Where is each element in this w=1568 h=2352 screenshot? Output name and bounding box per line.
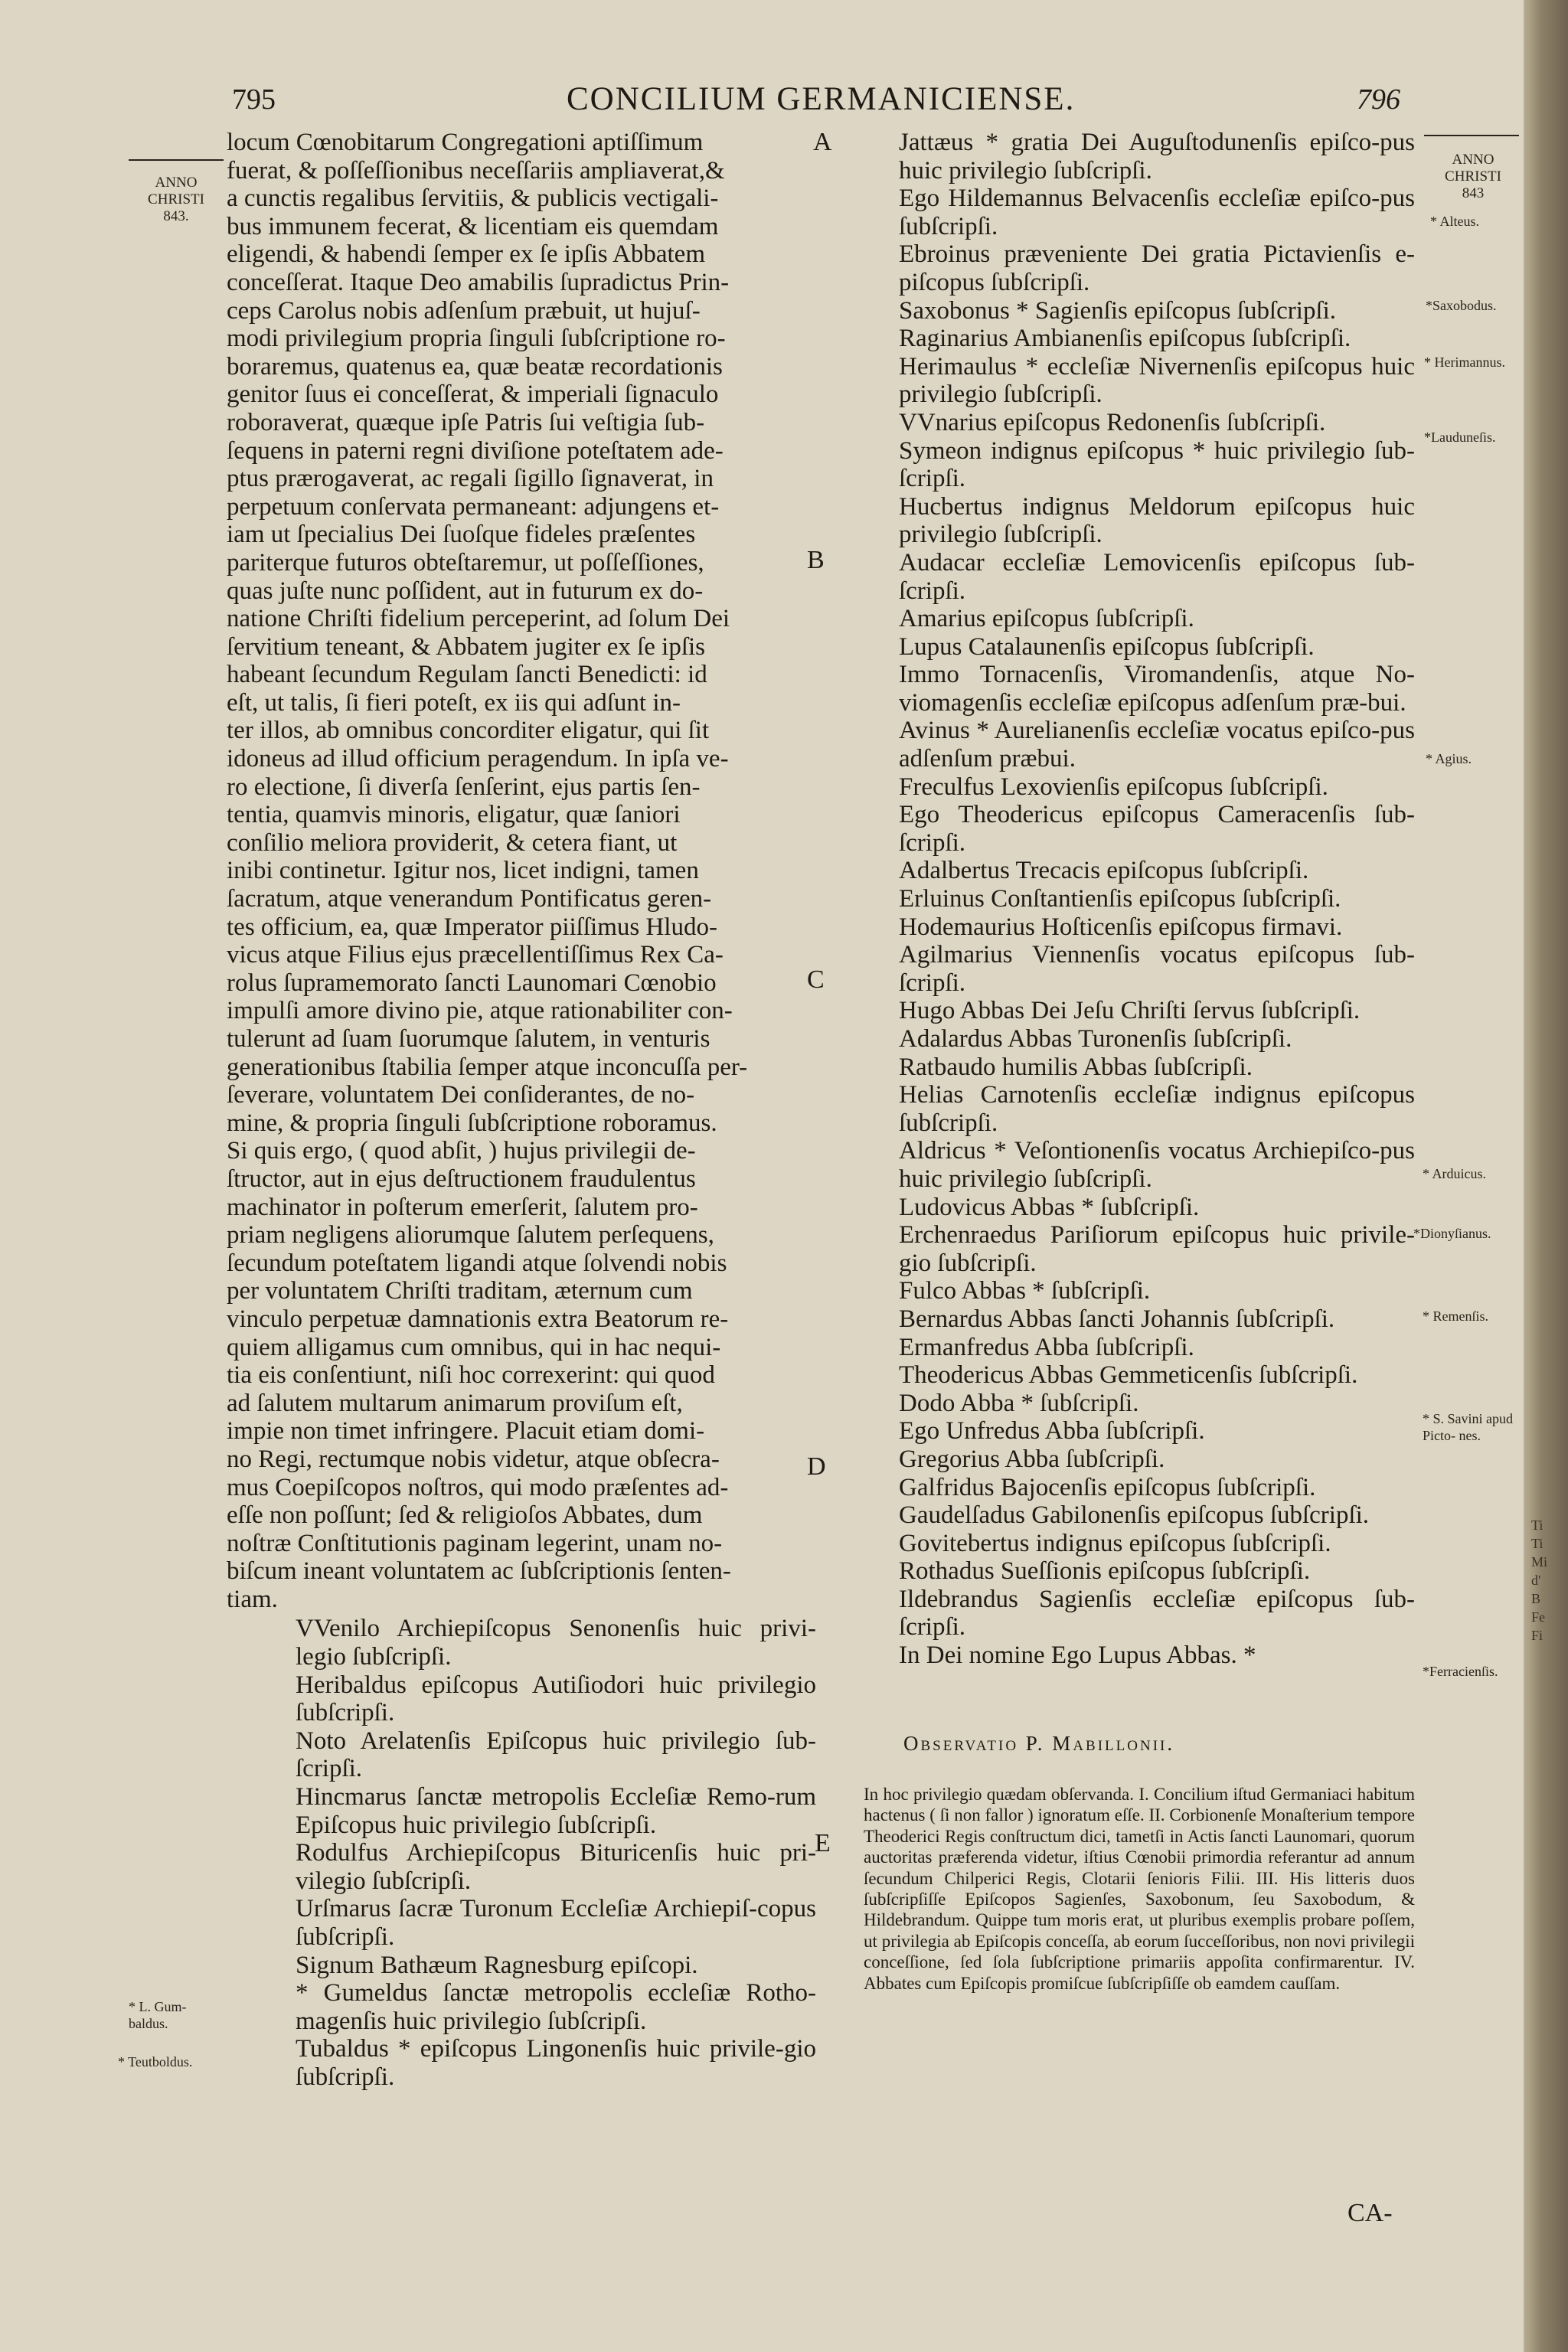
signature-entry: Adalardus Abbas Turonenſis ſubſcripſi. — [899, 1025, 1292, 1053]
signature-entry: Symeon indignus epiſcopus * huic privilegio ſub-ſcripſi. — [899, 436, 1415, 493]
section-mark-d: D — [807, 1452, 826, 1481]
anno-christi-left: ANNO CHRISTI 843. — [148, 175, 204, 224]
text-line: ſecundum poteſtatem ligandi atque ſolvendi nobis — [227, 1249, 727, 1277]
text-line: eſſe non poſſunt; ſed & religioſos Abbates, dum — [227, 1501, 703, 1530]
text-line: pariterque futuros obteſtaremur, ut poſſeſſiones, — [227, 548, 704, 577]
section-mark-a: A — [813, 128, 832, 156]
section-mark-e: E — [815, 1829, 831, 1857]
signature-entry: Erchenraedus Pariſiorum epiſcopus huic privile-gio ſubſcripſi. — [899, 1221, 1415, 1277]
text-line: iam ut ſpecialius Dei ſuoſque fideles præſentes — [227, 521, 696, 549]
signature-entry: Freculfus Lexovienſis epiſcopus ſubſcripſi. — [899, 773, 1328, 801]
margin-note-right: * S. Savini apud Picto- nes. — [1423, 1411, 1514, 1443]
signature-entry: Ebroinus præveniente Dei gratia Pictavienſis e-piſcopus ſubſcripſi. — [899, 240, 1415, 296]
left-column — [227, 129, 816, 2092]
signature-entry: Dodo Abba * ſubſcripſi. — [899, 1389, 1139, 1417]
signature-entry: Agilmarius Viennenſis vocatus epiſcopus ſub-ſcripſi. — [899, 941, 1415, 997]
text-line: vicus atque Filius ejus præcellentiſſimus Rex Ca- — [227, 941, 724, 969]
signature-entry: Rothadus Sueſſionis epiſcopus ſubſcripſi. — [899, 1557, 1311, 1586]
signature-entry: Audacar eccleſiæ Lemovicenſis epiſcopus ſub-ſcripſi. — [899, 548, 1415, 605]
text-line: natione Chriſti fidelium perceperint, ad ſolum Dei — [227, 605, 730, 633]
text-line: conſilio meliora providerit, & cetera fiant, ut — [227, 828, 678, 857]
margin-note-right: * Remenſis. — [1423, 1308, 1488, 1324]
text-line: Si quis ergo, ( quod abſit, ) hujus privilegii de- — [227, 1137, 696, 1165]
signature-entry: Signum Bathæum Ragnesburg epiſcopi. — [296, 1951, 698, 1979]
text-line: impie non timet infringere. Placuit etiam domi- — [227, 1417, 705, 1446]
margin-note-right: *Ferracienſis. — [1423, 1664, 1498, 1679]
signature-entry: Ego Theodericus epiſcopus Cameracenſis ſub-ſcripſi. — [899, 801, 1415, 857]
text-line: quas juſte nunc poſſident, aut in futurum ex do- — [227, 577, 704, 605]
text-line: mine, & propria ſinguli ſubſcriptione roboramus. — [227, 1109, 717, 1137]
signature-entry: VVnarius epiſcopus Redonenſis ſubſcripſi. — [899, 408, 1326, 436]
signature-entry: Ego Unfredus Abba ſubſcripſi. — [899, 1417, 1205, 1446]
text-line: ceps Carolus nobis adſenſum præbuit, ut hujuſ- — [227, 296, 701, 325]
text-line: idoneus ad illud officium peragendum. In ipſa ve- — [227, 745, 729, 773]
page-number-left: 795 — [232, 83, 276, 116]
text-line: genitor ſuus ei conceſſerat, & imperiali ſignaculo — [227, 381, 719, 409]
signature-entry: Ratbaudo humilis Abbas ſubſcripſi. — [899, 1053, 1253, 1081]
signature-entry: Gaudelſadus Gabilonenſis epiſcopus ſubſcripſi. — [899, 1501, 1370, 1530]
signature-entry: Ermanfredus Abba ſubſcripſi. — [899, 1333, 1194, 1361]
text-line: ſequens in paterni regni diviſione poteſtatem ade- — [227, 436, 724, 465]
signature-entry: Lupus Catalaunenſis epiſcopus ſubſcripſi. — [899, 632, 1315, 661]
signature-entry: Hugo Abbas Dei Jeſu Chriſti ſervus ſubſcripſi. — [899, 997, 1361, 1025]
text-line: tia eis conſentiunt, niſi hoc correxerint: qui quod — [227, 1361, 715, 1390]
text-line: fuerat, & poſſeſſionibus neceſſariis ampliaverat,& — [227, 156, 725, 185]
text-line: ſervitium teneant, & Abbatem jugiter ex ſe ipſis — [227, 632, 706, 661]
right-column — [864, 129, 1415, 1670]
text-line: ro electione, ſi diverſa ſenſerint, ejus partis ſen- — [227, 773, 701, 801]
signature-entry: Avinus * Aurelianenſis eccleſiæ vocatus epiſco-pus adſenſum præbui. — [899, 717, 1415, 773]
margin-note-left: * Teutboldus. — [118, 2054, 193, 2069]
text-line: vinculo perpetuæ damnationis extra Beatorum re- — [227, 1305, 729, 1333]
book-spine — [1524, 0, 1568, 2352]
signature-entry: Saxobonus * Sagienſis epiſcopus ſubſcripſi. — [899, 296, 1337, 325]
text-line: mus Coepiſcopos noſtros, qui modo præſentes ad- — [227, 1473, 729, 1501]
text-line: tes officium, ea, quæ Imperator piiſſimus Hludo- — [227, 913, 717, 941]
signature-entry: Adalbertus Trecacis epiſcopus ſubſcripſi. — [899, 857, 1309, 885]
signature-entry: Erluinus Conſtantienſis epiſcopus ſubſcripſi. — [899, 885, 1341, 913]
signature-entry: Rodulfus Archiepiſcopus Bituricenſis huic pri-vilegio ſubſcripſi. — [296, 1839, 816, 1895]
text-line: ad ſalutem multarum animarum proviſum eſt, — [227, 1389, 683, 1417]
signature-entry: Hodemaurius Hoſticenſis epiſcopus firmavi. — [899, 913, 1343, 941]
margin-note-left: * L. Gum- baldus. — [129, 1999, 187, 2031]
signature-entry: Galfridus Bajocenſis epiſcopus ſubſcripſi. — [899, 1473, 1316, 1501]
signature-entry: Ildebrandus Sagienſis eccleſiæ epiſcopus ſub-ſcripſi. — [899, 1585, 1415, 1642]
signature-entry: Amarius epiſcopus ſubſcripſi. — [899, 605, 1194, 633]
signature-entry: Theodericus Abbas Gemmeticenſis ſubſcripſi. — [899, 1361, 1358, 1390]
text-line: perpetuum conſervata permaneant: adjungens et- — [227, 492, 720, 521]
signature-entry: Gregorius Abba ſubſcripſi. — [899, 1445, 1165, 1473]
margin-note-right: *Lauduneſis. — [1424, 430, 1496, 445]
text-line: boraremus, quatenus ea, quæ beatæ recordationis — [227, 352, 723, 381]
signature-entry: Herimaulus * eccleſiæ Nivernenſis epiſcopus huic privilegio ſubſcripſi. — [899, 352, 1415, 409]
text-line: generationibus ſtabilia ſemper atque inconcuſſa per- — [227, 1053, 748, 1081]
text-line: roboraverat, quæque ipſe Patris ſui veſtigia ſub- — [227, 408, 705, 436]
text-line: tiam. — [227, 1585, 278, 1613]
section-mark-b: B — [807, 546, 825, 574]
text-line: eſt, ut talis, ſi fieri poteſt, ex iis qui adſunt in- — [227, 688, 681, 717]
signature-entry: Tubaldus * epiſcopus Lingonenſis huic privile-gio ſubſcripſi. — [296, 2035, 816, 2091]
page-number-right: 796 — [1357, 83, 1400, 116]
text-line: impulſi amore divino pie, atque rationabiliter con- — [227, 997, 733, 1025]
text-line: priam negligens aliorumque ſalutem perſequens, — [227, 1221, 714, 1250]
section-mark-c: C — [807, 965, 825, 994]
text-line: tulerunt ad ſuam ſuorumque ſalutem, in venturis — [227, 1025, 710, 1053]
signature-entry: In Dei nomine Ego Lupus Abbas. * — [899, 1642, 1256, 1670]
signature-entry: * Gumeldus ſanctæ metropolis eccleſiæ Rotho-magenſis huic privilegio ſubſcripſi. — [296, 1979, 816, 2035]
text-line: no Regi, rectumque nobis videtur, atque obſecra- — [227, 1445, 720, 1473]
signature-entry: Fulco Abbas * ſubſcripſi. — [899, 1277, 1151, 1305]
left-signature-list — [227, 1615, 816, 2091]
signature-entry: Urſmarus ſacræ Turonum Eccleſiæ Archiepiſ-copus ſubſcripſi. — [296, 1895, 816, 1951]
text-line: ſtructor, aut in ejus deſtructionem fraudulentus — [227, 1165, 696, 1193]
signature-entry: Bernardus Abbas ſancti Johannis ſubſcripſi. — [899, 1305, 1335, 1333]
signature-entry: Jattæus * gratia Dei Auguſtodunenſis epiſco-pus huic privilegio ſubſcripſi. — [899, 129, 1415, 185]
margin-rule-left — [129, 159, 224, 161]
signature-entry: Ludovicus Abbas * ſubſcripſi. — [899, 1193, 1200, 1221]
observatio-text: In hoc privilegio quædam obſervanda. I. Concilium iſtud Germaniaci habitum hactenus ( ſi non fallor ) ignoratum eſſe. II. Corbionenſe Monaſterium tempore Theoderici Regis conſtructum dici, tametſi in Actis ſancti Launomari, quorum auctoritas præferenda videtur, iſtius Cœnobii primordia referantur ad annum ſecundum Chilperici Regis, Clotarii ſenioris Filii. III. His litteris duos ſubſcripſiſſe Epiſcopos Sagienſes, Saxobonum, ſeu Saxobodum, & Hildebrandum. Quippe tum moris erat, ut pluribus exemplis probare poſſem, ut privilegia ab Epiſcopis conceſſa, ab eorum ſucceſſoribus, non novi privilegii conceſſione, ſed ſola ſubſcriptione primariis appoſita confirmarentur. IV. Abbates cum Epiſcopis promiſcue ſubſcripſiſſe ob eamdem cauſſam. — [864, 1785, 1415, 1993]
signature-entry: Raginarius Ambianenſis epiſcopus ſubſcripſi. — [899, 325, 1351, 353]
text-line: conceſſerat. Itaque Deo amabilis ſupradictus Prin- — [227, 268, 730, 296]
signature-entry: Hucbertus indignus Meldorum epiſcopus huic privilegio ſubſcripſi. — [899, 492, 1415, 549]
signature-entry: Govitebertus indignus epiſcopus ſubſcripſi. — [899, 1529, 1331, 1557]
signature-entry: Heribaldus epiſcopus Autiſiodori huic privilegio ſubſcripſi. — [296, 1671, 816, 1727]
text-line: eligendi, & habendi ſemper ex ſe ipſis Abbatem — [227, 240, 706, 269]
signature-entry: Immo Tornacenſis, Viromandenſis, atque No-viomagenſis eccleſiæ epiſcopus adſenſum præ-bui. — [899, 661, 1415, 717]
text-line: biſcum ineant voluntatem ac ſubſcriptionis ſenten- — [227, 1557, 731, 1586]
text-line: locum Cœnobitarum Congregationi aptiſſimum — [227, 129, 704, 156]
text-line: quiem alligamus cum omnibus, qui in hac nequi- — [227, 1333, 721, 1361]
observatio-title: Observatio P. Mabillonii. — [903, 1732, 1175, 1755]
margin-note-right: *Dionyſianus. — [1413, 1226, 1491, 1241]
text-line: tentia, quamvis minoris, eligatur, quæ ſaniori — [227, 801, 681, 829]
text-line: per voluntatem Chriſti traditam, æternum cum — [227, 1277, 693, 1305]
margin-note-right: * Agius. — [1426, 751, 1472, 766]
decree-text — [227, 129, 816, 1613]
text-line: ptus prærogaverat, ac regali ſigillo ſignaverat, in — [227, 465, 714, 493]
text-line: ſeverare, voluntatem Dei conſiderantes, de no- — [227, 1081, 695, 1109]
signature-entry: Noto Arelatenſis Epiſcopus huic privilegio ſub-ſcripſi. — [296, 1726, 816, 1783]
text-line: habeant ſecundum Regulam ſancti Benedicti: id — [227, 661, 707, 689]
adjacent-page-fragment: Ti Ti Mi d' B Fe Fi — [1531, 1517, 1548, 1643]
margin-rule-right — [1424, 135, 1519, 136]
text-line: inibi continetur. Igitur nos, licet indigni, tamen — [227, 857, 699, 885]
text-line: modi privilegium propria ſinguli ſubſcriptione ro- — [227, 325, 726, 353]
text-line: ſacratum, atque venerandum Pontificatus geren- — [227, 885, 712, 913]
signature-entry: VVenilo Archiepiſcopus Senonenſis huic privi-legio ſubſcripſi. — [296, 1615, 816, 1671]
margin-note-right: * Arduicus. — [1423, 1166, 1486, 1181]
signature-entry: Ego Hildemannus Belvacenſis eccleſiæ epiſco-pus ſubſcripſi. — [899, 185, 1415, 240]
signature-entry: Helias Carnotenſis eccleſiæ indignus epiſcopus ſubſcripſi. — [899, 1081, 1415, 1137]
text-line: machinator in poſterum emerſerit, ſalutem pro- — [227, 1193, 698, 1221]
text-line: bus immunem fecerat, & licentiam eis quemdam — [227, 212, 719, 240]
text-line: ter illos, ab omnibus concorditer eligatur, qui ſit — [227, 717, 710, 745]
margin-note-right: *Saxobodus. — [1426, 298, 1497, 313]
text-line: rolus ſupramemorato ſancti Launomari Cœnobio — [227, 969, 717, 997]
text-line: noſtræ Conſtitutionis paginam legerint, unam no- — [227, 1529, 723, 1557]
catchword: CA- — [1348, 2199, 1393, 2227]
signature-entry: Hincmarus ſanctæ metropolis Eccleſiæ Remo-rum Epiſcopus huic privilegio ſubſcripſi. — [296, 1783, 816, 1839]
margin-note-right: * Herimannus. — [1424, 354, 1505, 370]
anno-christi-right: ANNO CHRISTI 843 — [1445, 152, 1501, 201]
running-head: CONCILIUM GERMANICIENSE. — [567, 81, 1076, 117]
margin-note-right: * Alteus. — [1430, 214, 1480, 229]
text-line: a cunctis regalibus ſervitiis, & publicis vectigali- — [227, 185, 719, 213]
signature-entry: Aldricus * Veſontionenſis vocatus Archiepiſco-pus huic privilegio ſubſcripſi. — [899, 1137, 1415, 1193]
